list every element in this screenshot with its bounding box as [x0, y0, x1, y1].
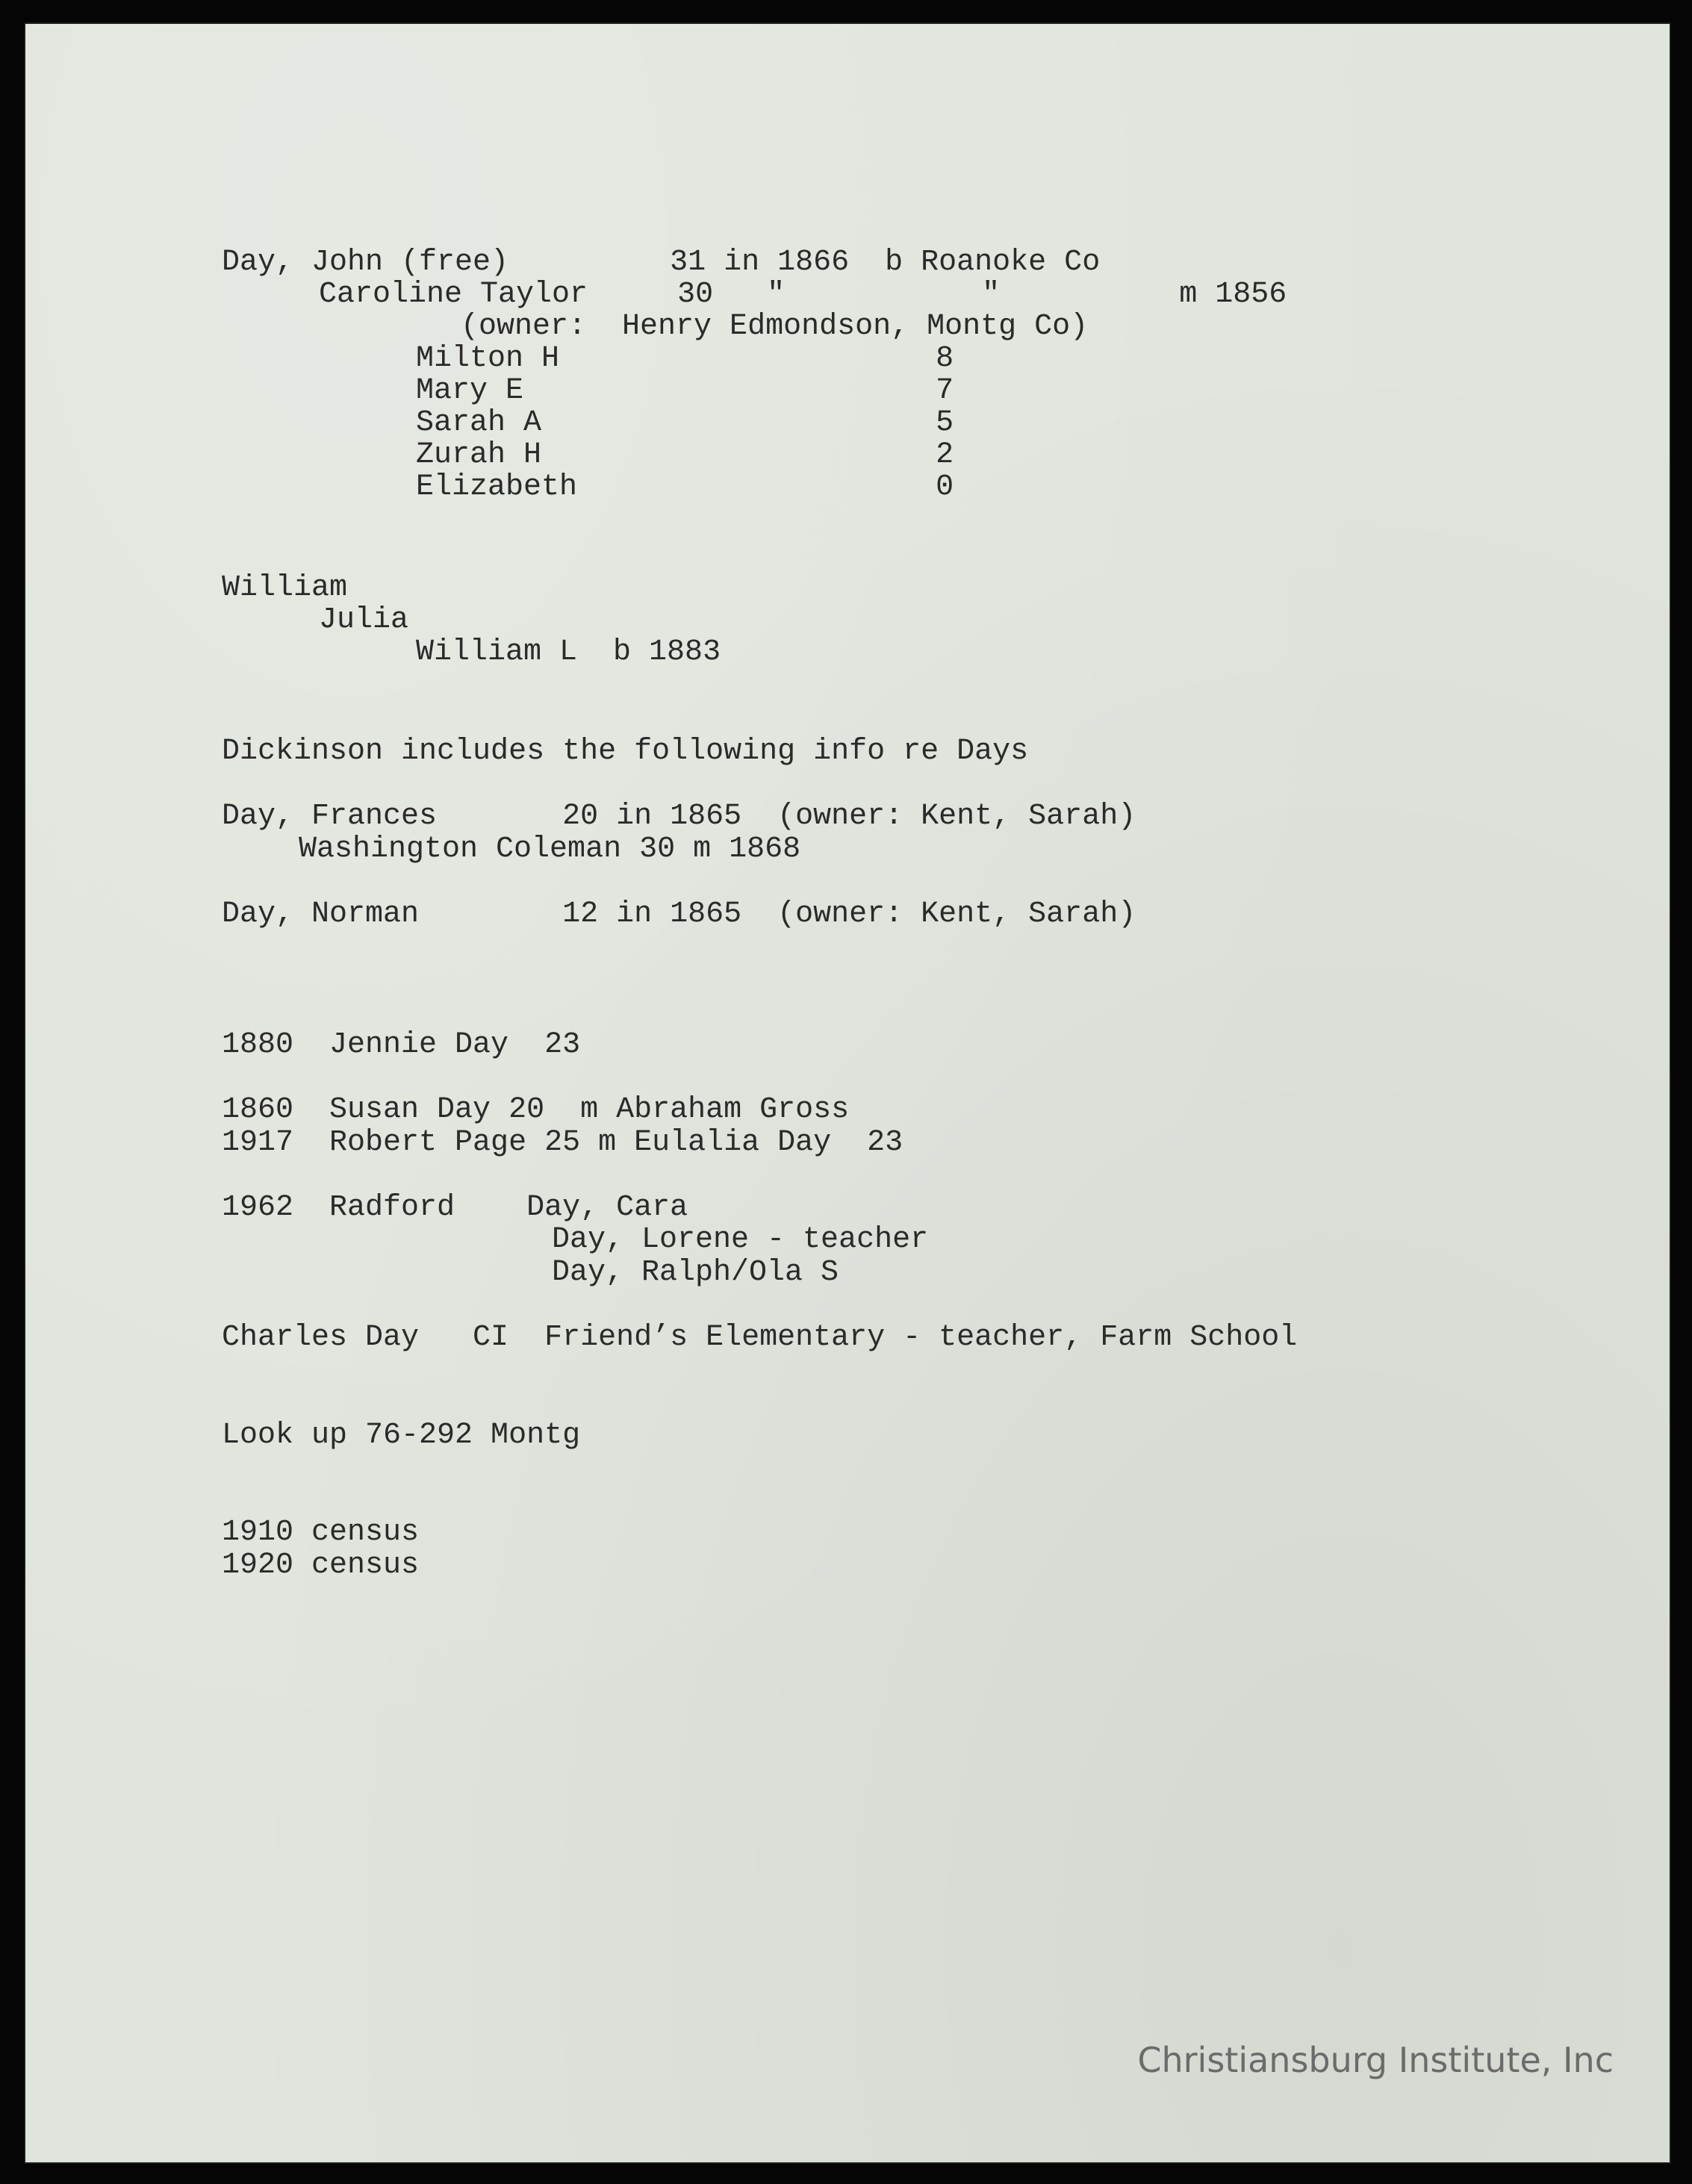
watermark: Christiansburg Institute, Inc: [1137, 2040, 1614, 2080]
text-line: Caroline Taylor 30 " " m 1856: [319, 278, 1287, 311]
text-line: 1860 Susan Day 20 m Abraham Gross: [222, 1093, 850, 1127]
text-line: William L b 1883: [416, 635, 721, 669]
text-line: Julia: [319, 603, 409, 637]
text-line: Zurah H 2: [416, 438, 954, 472]
text-line: 1880 Jennie Day 23: [222, 1028, 581, 1062]
text-line: 1917 Robert Page 25 m Eulalia Day 23: [222, 1126, 903, 1160]
text-line: Charles Day CI Friend’s Elementary - teacher, Farm School: [222, 1321, 1298, 1354]
text-line: Elizabeth 0: [416, 470, 954, 504]
text-line: (owner: Henry Edmondson, Montg Co): [461, 310, 1089, 343]
text-line: William: [222, 571, 348, 605]
text-line: Washington Coleman 30 m 1868: [299, 833, 801, 866]
document-page: [24, 22, 1671, 2164]
text-line: Day, Frances 20 in 1865 (owner: Kent, Sarah): [222, 800, 1136, 833]
text-line: Day, Lorene - teacher: [552, 1223, 929, 1257]
text-line: Mary E 7: [416, 374, 954, 408]
text-line: Milton H 8: [416, 342, 954, 376]
text-line: Look up 76-292 Montg: [222, 1419, 581, 1452]
text-line: 1910 census: [222, 1516, 420, 1549]
text-line: 1920 census: [222, 1549, 420, 1582]
text-line: Dickinson includes the following info re Days: [222, 735, 1029, 768]
text-line: Day, Ralph/Ola S: [552, 1256, 839, 1289]
text-line: Day, John (free) 31 in 1866 b Roanoke Co: [222, 246, 1101, 279]
text-line: 1962 Radford Day, Cara: [222, 1191, 688, 1225]
text-line: Day, Norman 12 in 1865 (owner: Kent, Sarah): [222, 897, 1136, 931]
text-line: Sarah A 5: [416, 406, 954, 440]
